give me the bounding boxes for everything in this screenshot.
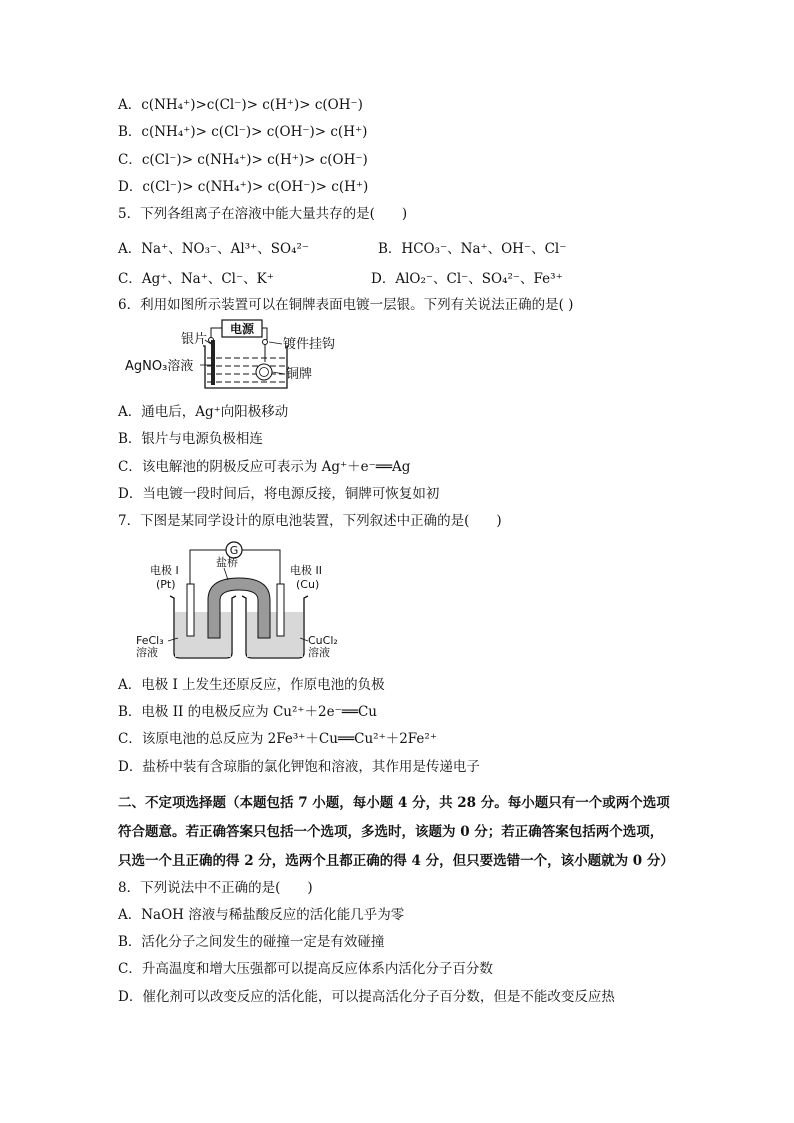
copper-medal — [256, 364, 272, 380]
solution-label: AgNO₃溶液 — [125, 359, 194, 374]
power-source-label: 电源 — [229, 322, 255, 336]
q6-option-b: B．银片与电源负极相连 — [118, 431, 263, 447]
solution-left — [175, 612, 231, 657]
salt-bridge-label: 盐桥 — [216, 556, 238, 569]
svg-text:G: G — [229, 544, 239, 557]
solution-right — [247, 612, 303, 657]
wire-left — [211, 328, 222, 338]
wire-right — [262, 328, 267, 340]
q6-option-a: A．通电后，Ag⁺向阳极移动 — [118, 404, 289, 420]
q4-option-b: B．c(NH₄⁺)> c(Cl⁻)> c(OH⁻)> c(H⁺) — [118, 124, 368, 140]
q5-option-c: C．Ag⁺、Na⁺、Cl⁻、K⁺ — [118, 271, 274, 287]
solution-right-label-2: 溶液 — [308, 646, 330, 659]
q7-option-c: C．该原电池的总反应为 2Fe³⁺＋Cu══Cu²⁺＋2Fe²⁺ — [118, 731, 437, 747]
q5-option-b: B．HCO₃⁻、Na⁺、OH⁻、Cl⁻ — [378, 241, 567, 257]
q7-option-b: B．电极 II 的电极反应为 Cu²⁺＋2e⁻══Cu — [118, 704, 378, 720]
q7-option-d: D．盐桥中装有含琼脂的氯化钾饱和溶液，其作用是传递电子 — [118, 759, 480, 775]
electroplating-figure — [125, 318, 355, 396]
hook-label: 镀件挂钩 — [283, 337, 336, 352]
solution-lines — [207, 358, 285, 382]
q8-option-a: A．NaOH 溶液与稀盐酸反应的活化能几乎为零 — [118, 907, 405, 923]
q5-option-d: D．AlO₂⁻、Cl⁻、SO₄²⁻、Fe³⁺ — [371, 271, 563, 287]
terminal-right — [263, 340, 268, 345]
electrode-2-material: (Cu) — [296, 578, 320, 591]
solution-left-label-2: 溶液 — [136, 646, 158, 659]
section2-line-2: 符合题意。若正确答案只包括一个选项，多选时，该题为 0 分；若正确答案包括两个选项， — [118, 824, 664, 840]
electrode-2-label: 电极 II — [290, 564, 322, 577]
q7-option-a: A．电极 I 上发生还原反应，作原电池的负极 — [118, 677, 385, 693]
galvanic-cell-figure — [130, 538, 350, 664]
q8-option-b: B．活化分子之间发生的碰撞一定是有效碰撞 — [118, 934, 385, 950]
q6-option-d: D．当电镀一段时间后，将电源反接，铜牌可恢复如初 — [118, 486, 440, 502]
electrode-2 — [277, 584, 284, 636]
q5-option-a: A．Na⁺、NO₃⁻、Al³⁺、SO₄²⁻ — [118, 241, 310, 257]
electrode-1 — [187, 584, 194, 636]
q4-option-a: A．c(NH₄⁺)>c(Cl⁻)> c(H⁺)> c(OH⁻) — [118, 97, 363, 113]
q8-option-c: C．升高温度和增大压强都可以提高反应体系内活化分子百分数 — [118, 961, 493, 977]
silver-label: 银片 — [181, 332, 208, 347]
section2-line-1: 二、不定项选择题（本题包括 7 小题，每小题 4 分，共 28 分。每小题只有一个或两个选项 — [118, 795, 670, 811]
solution-right-label: CuCl₂ — [308, 634, 338, 647]
q4-option-d: D．c(Cl⁻)> c(NH₄⁺)> c(OH⁻)> c(H⁺) — [118, 179, 369, 195]
q7-stem: 7．下图是某同学设计的原电池装置，下列叙述中正确的是( ) — [118, 513, 502, 529]
q4-option-c: C．c(Cl⁻)> c(NH₄⁺)> c(H⁺)> c(OH⁻) — [118, 152, 368, 168]
electrode-1-material: (Pt) — [156, 578, 176, 591]
copper-label: 铜牌 — [286, 367, 313, 382]
electrode-1-label: 电极 I — [150, 564, 179, 577]
q5-stem: 5．下列各组离子在溶液中能大量共存的是( ) — [118, 206, 408, 222]
q8-option-d: D．催化剂可以改变反应的活化能，可以提高活化分子百分数，但是不能改变反应热 — [118, 989, 615, 1005]
solution-left-label: FeCl₃ — [136, 634, 164, 647]
q8-stem: 8．下列说法中不正确的是( ) — [118, 880, 313, 896]
silver-plate — [211, 340, 215, 385]
q6-option-c: C．该电解池的阴极反应可表示为 Ag⁺＋e⁻══Ag — [118, 459, 411, 475]
section2-line-3: 只选一个且正确的得 2 分，选两个且都正确的得 4 分，但只要选错一个，该小题就为 0 分） — [118, 853, 674, 869]
q6-stem: 6．利用如图所示装置可以在铜牌表面电镀一层银。下列有关说法正确的是( ) — [118, 297, 574, 313]
salt-bridge — [208, 578, 270, 638]
